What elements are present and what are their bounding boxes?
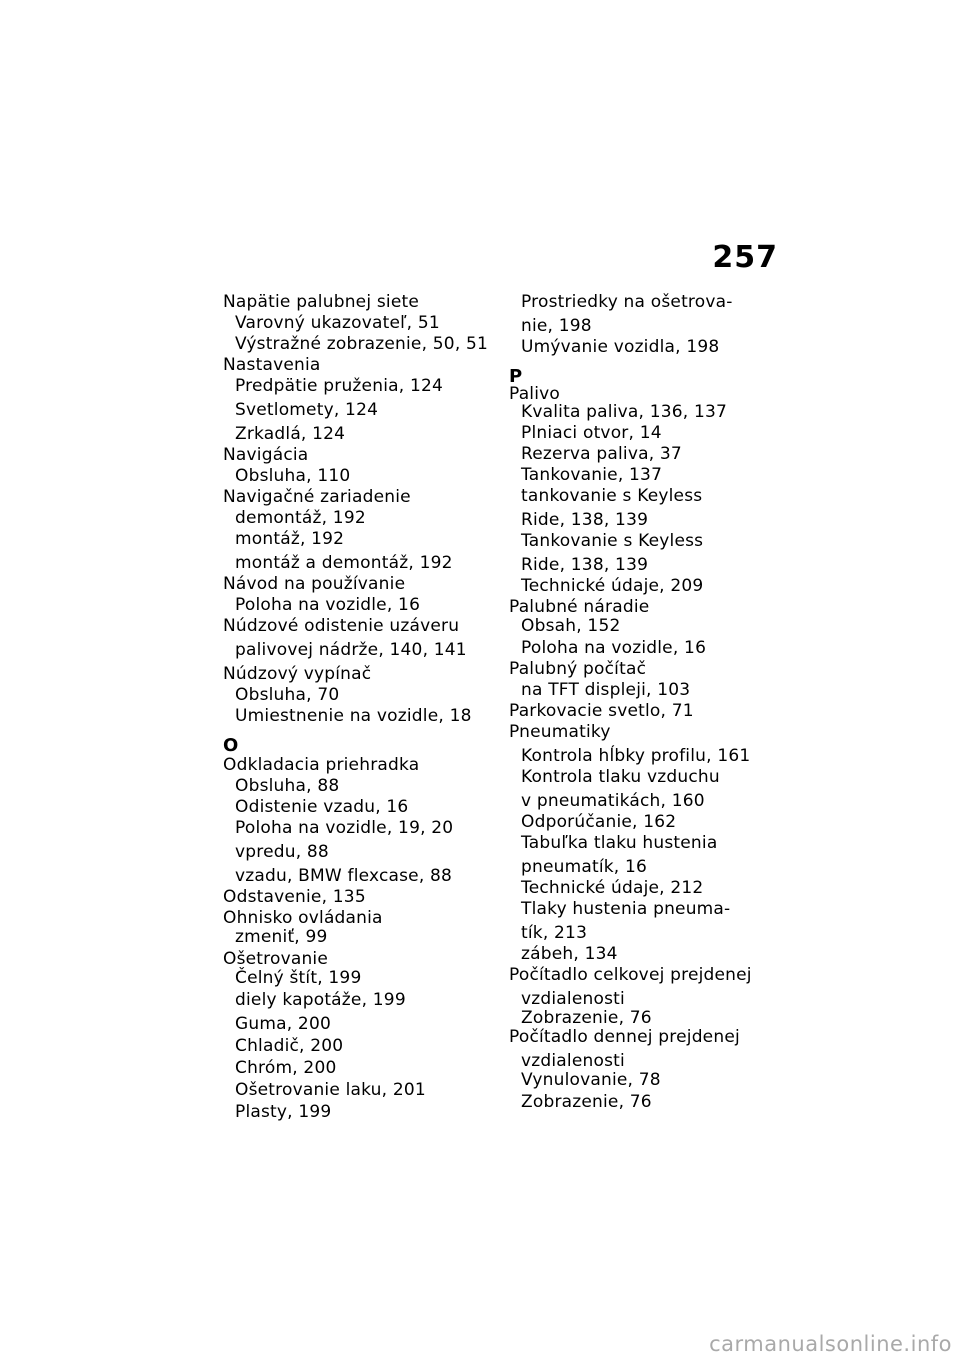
index-subentry: demontáž, 192 [235, 508, 366, 528]
index-subentry: Obsluha, 88 [235, 776, 340, 796]
index-subentry: nie, 198 [521, 316, 592, 336]
index-column-left [223, 292, 493, 1123]
index-subentry: Umiestnenie na vozidle, 18 [235, 706, 472, 726]
index-entry: Pneumatiky [509, 722, 611, 742]
index-subentry: Poloha na vozidle, 16 [521, 638, 707, 658]
index-subentry: Ride, 138, 139 [521, 510, 649, 530]
index-subentry: Odporúčanie, 162 [521, 812, 677, 832]
index-subentry: Vynulovanie, 78 [521, 1070, 661, 1090]
page-number: 257 [712, 240, 778, 275]
index-subentry: Kontrola tlaku vzduchu [521, 767, 720, 787]
index-entry: Návod na používanie [223, 574, 406, 594]
index-subentry: Ošetrovanie laku, 201 [235, 1080, 426, 1100]
index-subentry: Poloha na vozidle, 16 [235, 595, 421, 615]
index-subentry: Ride, 138, 139 [521, 555, 649, 575]
index-subentry: Zobrazenie, 76 [521, 1008, 652, 1028]
index-entry: Núdzové odistenie uzáveru [223, 616, 460, 636]
index-subentry: Kvalita paliva, 136, 137 [521, 402, 728, 422]
index-entry: Núdzový vypínač [223, 664, 372, 684]
footer-watermark: carmanualsonline.info [709, 1332, 952, 1356]
index-column-right [509, 292, 779, 1113]
index-subentry: Guma, 200 [235, 1014, 331, 1034]
index-entry: Parkovacie svetlo, 71 [509, 701, 694, 721]
index-subentry: tík, 213 [521, 923, 588, 943]
index-letter-heading: O [223, 735, 239, 756]
index-entry: Navigačné zariadenie [223, 487, 411, 507]
index-subentry: Obsah, 152 [521, 616, 621, 636]
index-subentry: montáž, 192 [235, 529, 345, 549]
index-entry: Počítadlo dennej prejdenej [509, 1027, 740, 1047]
index-entry: Napätie palubnej siete [223, 292, 420, 312]
index-subentry: vpredu, 88 [235, 842, 329, 862]
index-subentry: Umývanie vozidla, 198 [521, 337, 720, 357]
index-entry: Palubné náradie [509, 597, 650, 617]
index-entry: Palubný počítač [509, 659, 647, 679]
index-entry: Ohnisko ovládania [223, 908, 383, 928]
index-subentry: Prostriedky na ošetrova- [521, 292, 733, 312]
index-entry: Odstavenie, 135 [223, 887, 366, 907]
index-subentry: Predpätie pruženia, 124 [235, 376, 443, 396]
index-subentry: na TFT displeji, 103 [521, 680, 691, 700]
index-subentry: Odistenie vzadu, 16 [235, 797, 409, 817]
index-entry: Palivo [509, 384, 561, 404]
index-subentry: Obsluha, 110 [235, 466, 351, 486]
index-subentry: Chladič, 200 [235, 1036, 344, 1056]
index-subentry: montáž a demontáž, 192 [235, 553, 453, 573]
index-subentry: vzdialenosti [521, 989, 625, 1009]
index-subentry: Svetlomety, 124 [235, 400, 379, 420]
index-subentry: Varovný ukazovateľ, 51 [235, 313, 440, 333]
index-subentry: zmeniť, 99 [235, 927, 328, 947]
index-subentry: Čelný štít, 199 [235, 968, 362, 988]
index-subentry: tankovanie s Keyless [521, 486, 703, 506]
index-subentry: v pneumatikách, 160 [521, 791, 705, 811]
index-entry: Navigácia [223, 445, 309, 465]
index-subentry: Zrkadlá, 124 [235, 424, 346, 444]
index-subentry: Plniaci otvor, 14 [521, 423, 662, 443]
index-subentry: Tankovanie, 137 [521, 465, 663, 485]
index-subentry: Chróm, 200 [235, 1058, 337, 1078]
index-subentry: vzdialenosti [521, 1051, 625, 1071]
index-subentry: Výstražné zobrazenie, 50, 51 [235, 334, 489, 354]
index-entry: Odkladacia priehradka [223, 755, 420, 775]
index-subentry: Technické údaje, 209 [521, 576, 704, 596]
index-subentry: Tlaky hustenia pneuma- [521, 899, 731, 919]
index-subentry: pneumatík, 16 [521, 857, 648, 877]
index-entry: Ošetrovanie [223, 949, 329, 969]
index-subentry: Zobrazenie, 76 [521, 1092, 652, 1112]
index-subentry: zábeh, 134 [521, 944, 618, 964]
index-subentry: vzadu, BMW flexcase, 88 [235, 866, 453, 886]
index-subentry: Technické údaje, 212 [521, 878, 704, 898]
index-subentry: Tabuľka tlaku hustenia [521, 833, 718, 853]
index-entry: Počítadlo celkovej prejdenej [509, 965, 752, 985]
index-subentry: Poloha na vozidle, 19, 20 [235, 818, 454, 838]
index-subentry: diely kapotáže, 199 [235, 990, 406, 1010]
index-subentry: Obsluha, 70 [235, 685, 340, 705]
index-letter-heading: P [509, 366, 523, 387]
index-subentry: Plasty, 199 [235, 1102, 332, 1122]
index-subentry: Tankovanie s Keyless [521, 531, 704, 551]
index-subentry: palivovej nádrže, 140, 141 [235, 640, 467, 660]
index-subentry: Kontrola hĺbky profilu, 161 [521, 746, 751, 766]
index-subentry: Rezerva paliva, 37 [521, 444, 682, 464]
index-entry: Nastavenia [223, 355, 321, 375]
